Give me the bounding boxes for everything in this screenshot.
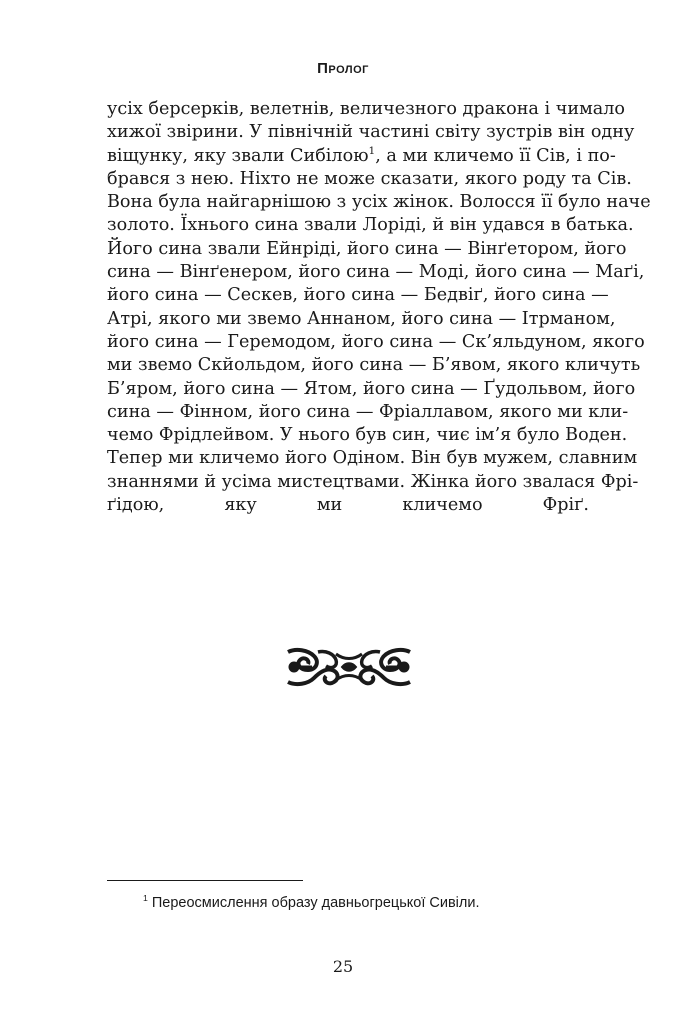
text-line: ґідою, яку ми кличемо Фріґ. bbox=[107, 495, 589, 516]
text-line bbox=[107, 144, 616, 168]
text-line: сина — Фінном, його сина — Фріаллавом, якого ми кли- bbox=[107, 401, 629, 422]
text-line: сина — Вінґенером, його сина — Моді, його сина — Маґі, bbox=[107, 262, 645, 283]
footnote bbox=[143, 893, 603, 913]
knotwork-beasts-ornament-icon bbox=[286, 646, 412, 688]
page-number: 25 bbox=[332, 957, 354, 976]
footnote-ref[interactable]: 1 bbox=[368, 144, 376, 157]
text-line: Тепер ми кличемо його Одіном. Він був мужем, славним bbox=[107, 448, 638, 469]
text-line: Б’яром, його сина — Ятом, його сина — Ґудольвом, його bbox=[107, 378, 636, 399]
text-line: його сина — Геремодом, його сина — Ск’яльдуном, якого bbox=[107, 331, 645, 352]
text-line bbox=[107, 517, 589, 540]
text-line: Атрі, якого ми звемо Аннаном, його сина — Ітрманом, bbox=[107, 308, 616, 329]
text-line: Його сина звали Ейнріді, його сина — Вінґетором, його bbox=[107, 238, 627, 259]
text-line: хижої звірини. У північній частині світу зустрів він одну bbox=[107, 122, 635, 143]
footnote-marker: 1 bbox=[143, 893, 148, 904]
text-line: Вона була найгарнішою з усіх жінок. Волосся її було наче bbox=[107, 192, 651, 213]
text-fragment: віщунку, яку звали Сибілою bbox=[107, 145, 369, 166]
footnote-text: Переосмислення образу давньогрецької Сивіли. bbox=[151, 895, 480, 911]
text-line: чемо Фрідлейвом. У нього був син, чиє ім’я було Воден. bbox=[107, 425, 628, 446]
text-line: брався з нею. Ніхто не може сказати, якого роду та Сів. bbox=[107, 168, 632, 189]
body-text bbox=[107, 98, 651, 541]
text-fragment: , а ми кличемо її Сів, і по- bbox=[375, 145, 616, 166]
text-line: ми звемо Скйольдом, його сина — Б’явом, якого кличуть bbox=[107, 355, 641, 376]
text-line: золото. Їхнього сина звали Лоріді, й він удався в батька. bbox=[107, 215, 634, 236]
running-head: Пролог bbox=[317, 60, 369, 77]
text-line: усіх берсерків, велетнів, величезного дракона і чимало bbox=[107, 99, 626, 119]
footnote-separator bbox=[107, 880, 303, 881]
text-line: знаннями й усіма мистецтвами. Жінка його звалася Фрі- bbox=[107, 471, 639, 492]
text-line: його сина — Сескев, його сина — Бедвіґ, його сина — bbox=[107, 285, 609, 306]
